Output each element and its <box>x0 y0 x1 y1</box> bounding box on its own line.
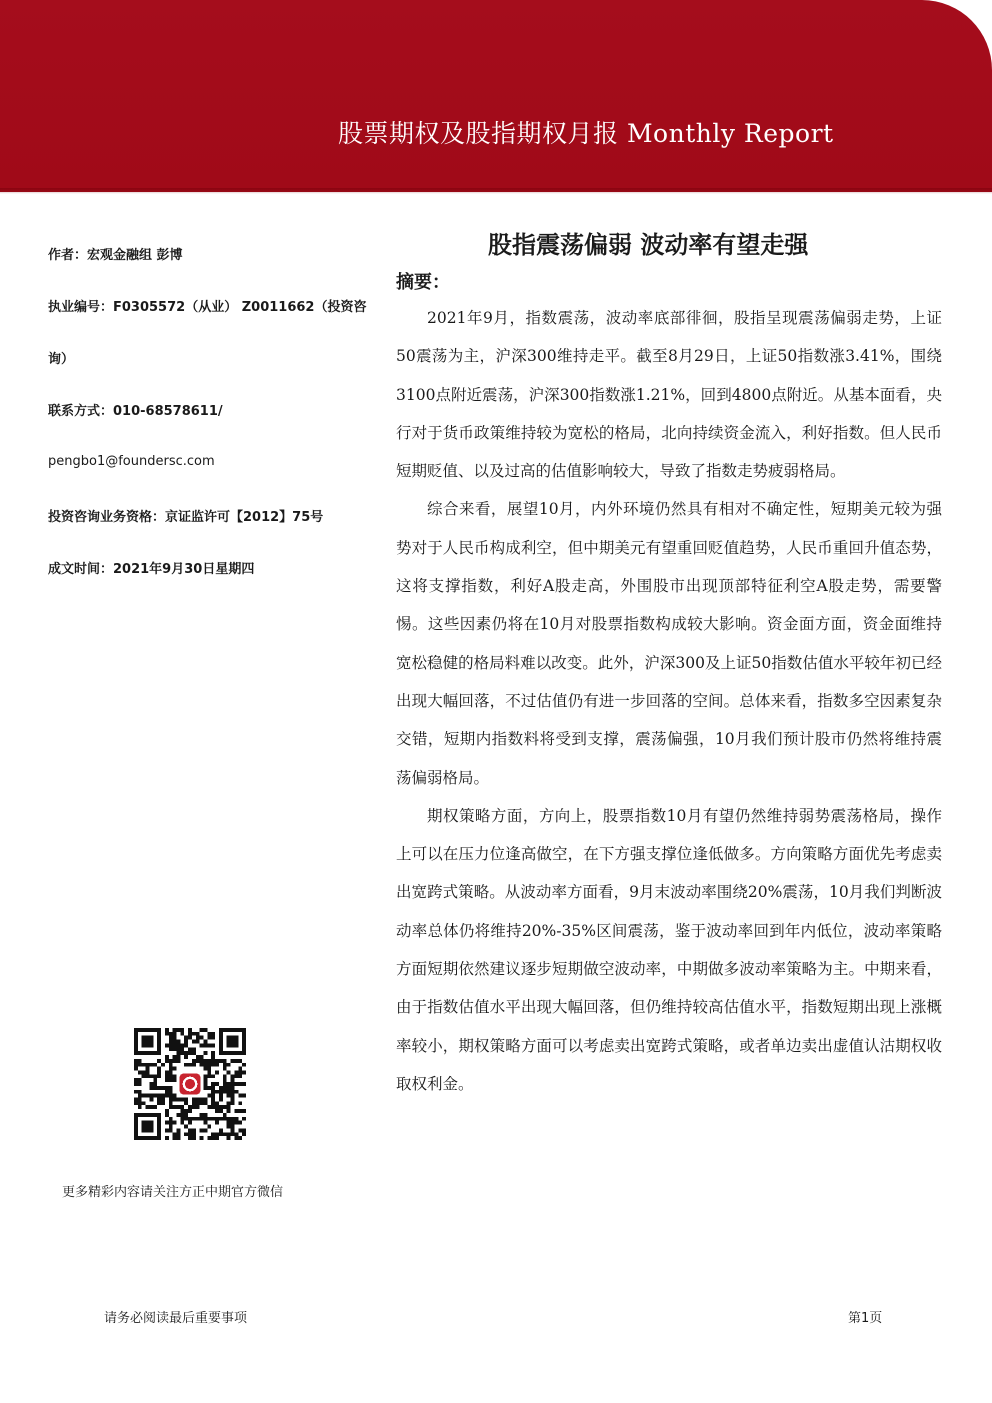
paragraph: 综合来看，展望10月，内外环境仍然具有相对不确定性，短期美元较为强势对于人民币构成利空，但中期美元有望重回贬值趋势，人民币重回升值态势，这将支撑指数，利好A股走高，外围股市出现顶部特征利空A股走势，需要警惕。这些因素仍将在10月对股票指数构成较大影响。资金面方面，资金面维持宽松稳健的格局料难以改变。此外，沪深300及上证50指数估值水平较年初已经出现大幅回落，不过估值仍有进一步回落的空间。总体来看，指数多空因素复杂交错，短期内指数料将受到支撑，震荡偏强，10月我们预计股市仍然将维持震荡偏弱格局。 <box>396 500 942 787</box>
date: 成文时间：2021年9月30日星期四 <box>48 562 255 577</box>
abstract-heading: 摘要： <box>396 272 450 293</box>
abstract-body <box>396 299 942 1103</box>
header-banner-shadow <box>0 188 992 194</box>
paragraph: 2021年9月，指数震荡，波动率底部徘徊，股指呈现震荡偏弱走势，上证50震荡为主，沪深300维持走平。截至8月29日，上证50指数涨3.41%，围绕3100点附近震荡，沪深300指数涨1.21%，回到4800点附近。从基本面看，央行对于货币政策维持较为宽松的格局，北向持续资金流入，利好指数。但人民币短期贬值、以及过高的估值影响较大，导致了指数走势疲弱格局。 <box>396 309 942 481</box>
header-banner <box>0 0 992 192</box>
footer-notice: 请务必阅读最后重要事项 <box>104 1311 248 1326</box>
contact: 联系方式：010-68578611/ <box>48 404 223 419</box>
qr-caption: 更多精彩内容请关注方正中期官方微信 <box>62 1185 284 1200</box>
paragraph: 期权策略方面，方向上，股票指数10月有望仍然维持弱势震荡格局，操作上可以在压力位逢高做空，在下方强支撑位逢低做多。方向策略方面优先考虑卖出宽跨式策略。从波动率方面看，9月末波动率围绕20%震荡，10月我们判断波动率总体仍将维持20%-35%区间震荡，鉴于波动率回到年内低位，波动率策略方面短期依然建议逐步短期做空波动率，中期做多波动率策略为主。中期来看，由于指数估值水平出现大幅回落，但仍维持较高估值水平，指数短期出现上涨概率较小，期权策略方面可以考虑卖出宽跨式策略，或者单边卖出虚值认沽期权收取权利金。 <box>396 806 942 1093</box>
document-title: 股指震荡偏弱 波动率有望走强 <box>488 231 809 259</box>
license-number: 执业编号：F0305572（从业） Z0011662（投资咨 <box>48 300 367 315</box>
qualification: 投资咨询业务资格：京证监许可【2012】75号 <box>48 510 324 525</box>
contact-email[interactable]: pengbo1@foundersc.com <box>48 454 215 469</box>
report-title: 股票期权及股指期权月报 Monthly Report <box>338 119 834 148</box>
author: 作者：宏观金融组 彭博 <box>48 248 183 263</box>
license-number-cont: 询） <box>48 352 75 367</box>
page-number: 第1页 <box>848 1311 883 1326</box>
qr-code-icon <box>134 1028 246 1140</box>
